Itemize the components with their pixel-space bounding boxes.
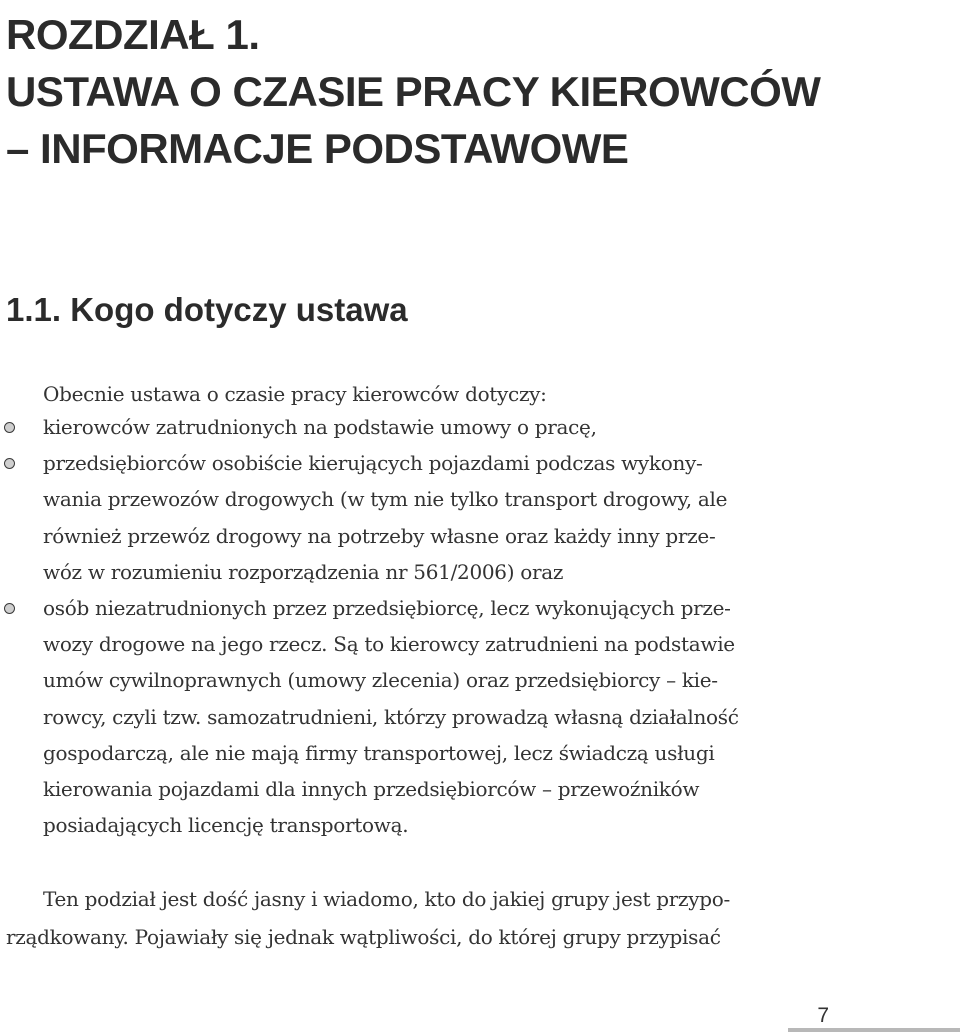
- list-item-line: również przewóz drogowy na potrzeby własne oraz każdy inny prze-: [43, 523, 716, 548]
- list-item-line: kierowania pojazdami dla innych przedsiębiorców – przewoźników: [43, 776, 700, 801]
- bullet-list: [0, 409, 960, 843]
- section-title: 1.1. Kogo dotyczy ustawa: [6, 291, 408, 328]
- list-item: [0, 590, 960, 843]
- closing-paragraph: [0, 880, 960, 956]
- chapter-title-line: USTAWA O CZASIE PRACY KIEROWCÓW: [6, 68, 821, 115]
- list-item-line: posiadających licencję transportową.: [43, 813, 409, 838]
- list-item-line: wania przewozów drogowych (w tym nie tylko transport drogowy, ale: [43, 487, 728, 512]
- list-item-line: przedsiębiorców osobiście kierujących pojazdami podczas wykony-: [43, 451, 703, 476]
- chapter-title: [6, 6, 820, 177]
- list-item-line: rowcy, czyli tzw. samozatrudnieni, którzy prowadzą własną działalność: [43, 704, 739, 729]
- list-item: [0, 409, 960, 445]
- list-item-line: wozy drogowe na jego rzecz. Są to kierowcy zatrudnieni na podstawie: [43, 632, 735, 657]
- footer-rule: [788, 1028, 960, 1032]
- list-item-line: gospodarczą, ale nie mają firmy transportowej, lecz świadczą usługi: [43, 740, 715, 765]
- closing-line: rządkowany. Pojawiały się jednak wątpliwości, do której grupy przypisać: [6, 925, 721, 949]
- chapter-title-line: – INFORMACJE PODSTAWOWE: [6, 125, 629, 172]
- list-item: [0, 445, 960, 590]
- list-item-line: kierowców zatrudnionych na podstawie umowy o pracę,: [43, 415, 597, 439]
- list-item-line: umów cywilnoprawnych (umowy zlecenia) oraz przedsiębiorcy – kie-: [43, 668, 718, 693]
- list-item-line: osób niezatrudnionych przez przedsiębiorcę, lecz wykonujących prze-: [43, 595, 731, 620]
- bullet-icon: [4, 458, 15, 469]
- bullet-icon: [4, 422, 15, 433]
- list-item-line: wóz w rozumieniu rozporządzenia nr 561/2006) oraz: [43, 559, 564, 584]
- intro-paragraph: Obecnie ustawa o czasie pracy kierowców dotyczy:: [43, 382, 547, 406]
- page-number: 7: [817, 1004, 829, 1027]
- bullet-icon: [4, 603, 15, 614]
- chapter-title-line: ROZDZIAŁ 1.: [6, 11, 260, 58]
- closing-line: Ten podział jest dość jasny i wiadomo, kto do jakiej grupy jest przypo-: [43, 887, 730, 911]
